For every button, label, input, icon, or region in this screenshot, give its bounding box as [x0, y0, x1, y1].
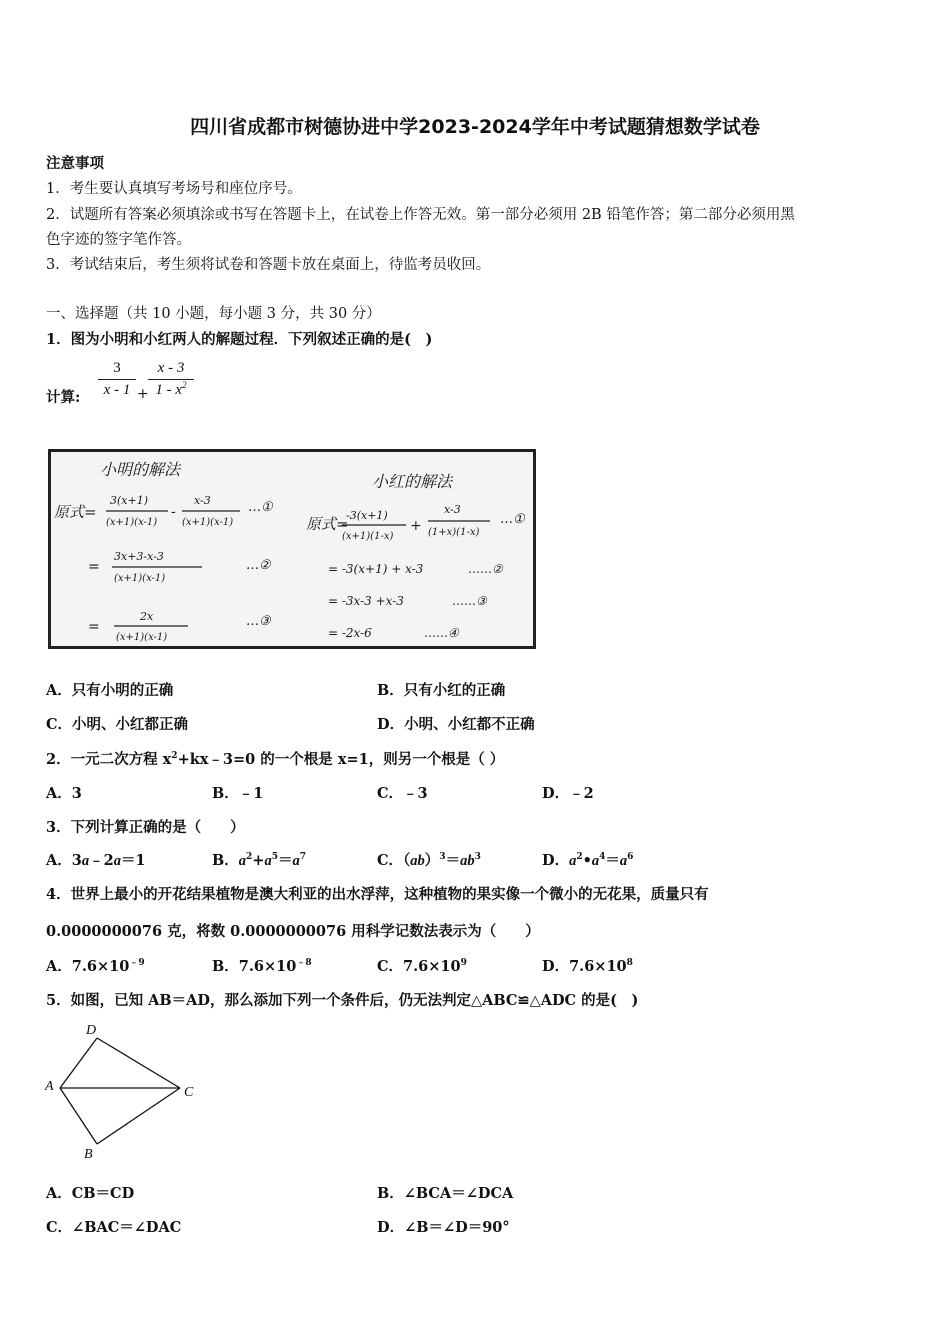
xm-s1-mark: …① [248, 500, 273, 515]
xh-s1-den2: (1+x)(1-x) [428, 527, 480, 538]
q3-stem: 3．下列计算正确的是（ ） [46, 819, 245, 836]
xm-s1-den2: (x+1)(x-1) [182, 517, 234, 528]
notice-item-1: 1．考生要认真填写考场号和座位序号。 [46, 181, 302, 197]
label-a: A [45, 1079, 54, 1094]
q1-fraction-1 [98, 360, 136, 399]
xh-s1-op: + [410, 518, 422, 534]
notice-item-2: 2．试题所有答案必须填涂或书写在答题卡上，在试卷上作答无效。第一部分必须用 2B 铅笔作答；第二部分必须用黑 [46, 207, 795, 223]
xh-s4: = -2x-6 [328, 626, 372, 640]
q1-option-a[interactable]: A．只有小明的正确 [46, 682, 174, 699]
xm-title: 小明的解法 [100, 460, 181, 479]
xh-s1-mark: …① [500, 512, 525, 527]
q5-quadrilateral-figure [42, 1018, 212, 1164]
xm-s2-num: 3x+3-x-3 [114, 550, 164, 563]
q1-calc-label: 计算: [46, 389, 81, 406]
xm-s3-mark: …③ [246, 614, 271, 629]
q4-stem-line-1: 4．世界上最小的开花结果植物是澳大利亚的出水浮萍，这种植物的果实像一个微小的无花果，质量只有 [46, 886, 709, 903]
q1-option-d[interactable]: D．小明、小红都不正确 [377, 716, 535, 733]
xm-s1-num2: x-3 [194, 494, 211, 507]
q4-option-b[interactable]: B．$7.6\times 10^{﹣8}$ [212, 958, 312, 975]
q1-stem: 1．图为小明和小红两人的解题过程．下列叙述正确的是( ) [46, 331, 433, 348]
notice-item-3: 3．考试结束后，考生须将试卷和答题卡放在桌面上，待监考员收回。 [46, 257, 491, 273]
xh-s1-den1: (x+1)(1-x) [342, 531, 394, 542]
xm-s2-den: (x+1)(x-1) [114, 573, 166, 584]
xm-s1-op: - [171, 504, 176, 520]
xm-s1-num1: 3(x+1) [110, 494, 149, 507]
xm-s1-den1: (x+1)(x-1) [106, 517, 158, 528]
q1-solution-image [48, 449, 536, 649]
q2-stem: 2．一元二次方程 $x^2+kx﹣3=0$ 的一个根是 x=1，则另一个根是（ ） [46, 751, 505, 768]
fraction-2-numerator: x - 3 [157, 360, 185, 376]
section-heading: 一、选择题（共 10 小题，每小题 3 分，共 30 分） [46, 306, 381, 322]
q5-stem: 5．如图，已知 AB＝AD，那么添加下列一个条件后，仍无法判定△ABC≌△ADC 的是( ) [46, 992, 639, 1009]
q3-option-d[interactable]: D．$a^2•a^4=a^6$ [542, 852, 634, 869]
xh-s2: = -3(x+1) + x-3 [328, 562, 424, 576]
xh-s3-mark: ……③ [452, 594, 487, 608]
fraction-1-numerator: 3 [113, 360, 121, 376]
q2-option-c[interactable]: C．﹣3 [377, 785, 428, 802]
xm-s2-mark: …② [246, 558, 271, 573]
xh-label: 原式= [306, 515, 349, 533]
fraction-1-denominator: x - 1 [103, 382, 131, 398]
label-b: B [84, 1147, 93, 1162]
xm-s3-eq: = [88, 619, 100, 635]
xh-s1-num2: x-3 [444, 503, 461, 516]
q5-option-c[interactable]: C．∠BAC＝∠DAC [46, 1219, 182, 1236]
q5-option-a[interactable]: A．CB＝CD [46, 1185, 135, 1202]
xm-s3-num: 2x [140, 610, 154, 623]
q1-plus: + [137, 386, 149, 402]
q1-fraction-2 [148, 360, 194, 399]
xh-s3: = -3x-3 +x-3 [328, 594, 404, 608]
fraction-2-denominator: 1 - x [155, 382, 183, 398]
xh-title: 小红的解法 [372, 472, 453, 491]
label-d: D [86, 1023, 97, 1038]
q1-option-c[interactable]: C．小明、小红都正确 [46, 716, 189, 733]
q5-option-d[interactable]: D．∠B＝∠D＝90° [377, 1219, 510, 1236]
q3-option-c[interactable]: C．$(ab)^3=ab^3$ [377, 852, 481, 869]
xh-s2-mark: ……② [468, 562, 503, 576]
xm-s3-den: (x+1)(x-1) [116, 632, 168, 643]
xm-s2-eq: = [88, 559, 100, 575]
q5-option-b[interactable]: B．∠BCA＝∠DCA [377, 1185, 514, 1202]
q4-option-a[interactable]: A．$7.6\times 10^{﹣9}$ [46, 958, 145, 975]
notice-heading: 注意事项 [46, 155, 104, 172]
q2-option-a[interactable]: A．3 [46, 785, 82, 802]
page-title: 四川省成都市树德协进中学2023-2024学年中考试题猜想数学试卷 [190, 116, 760, 138]
q4-option-d[interactable]: D．$7.6\times 10^8$ [542, 958, 633, 975]
notice-item-2-cont: 色字迹的签字笔作答。 [46, 232, 191, 248]
xh-s1-num1: -3(x+1) [346, 509, 388, 522]
q1-option-b[interactable]: B．只有小红的正确 [377, 682, 506, 699]
fraction-2-exponent: 2 [182, 380, 187, 390]
q2-option-b[interactable]: B．﹣1 [212, 785, 264, 802]
xm-label: 原式= [54, 503, 97, 521]
xh-s4-mark: ……④ [424, 626, 459, 640]
q3-option-a[interactable]: A．3a﹣2a＝1 [46, 852, 146, 869]
q4-stem-line-2: 0.0000000076 克，将数 0.0000000076 用科学记数法表示为（ ） [46, 923, 540, 940]
label-c: C [184, 1085, 194, 1100]
q3-option-b[interactable]: B．$a^2+a^5=a^7$ [212, 852, 306, 869]
q4-option-c[interactable]: C．$7.6\times 10^9$ [377, 958, 467, 975]
q2-option-d[interactable]: D．﹣2 [542, 785, 594, 802]
